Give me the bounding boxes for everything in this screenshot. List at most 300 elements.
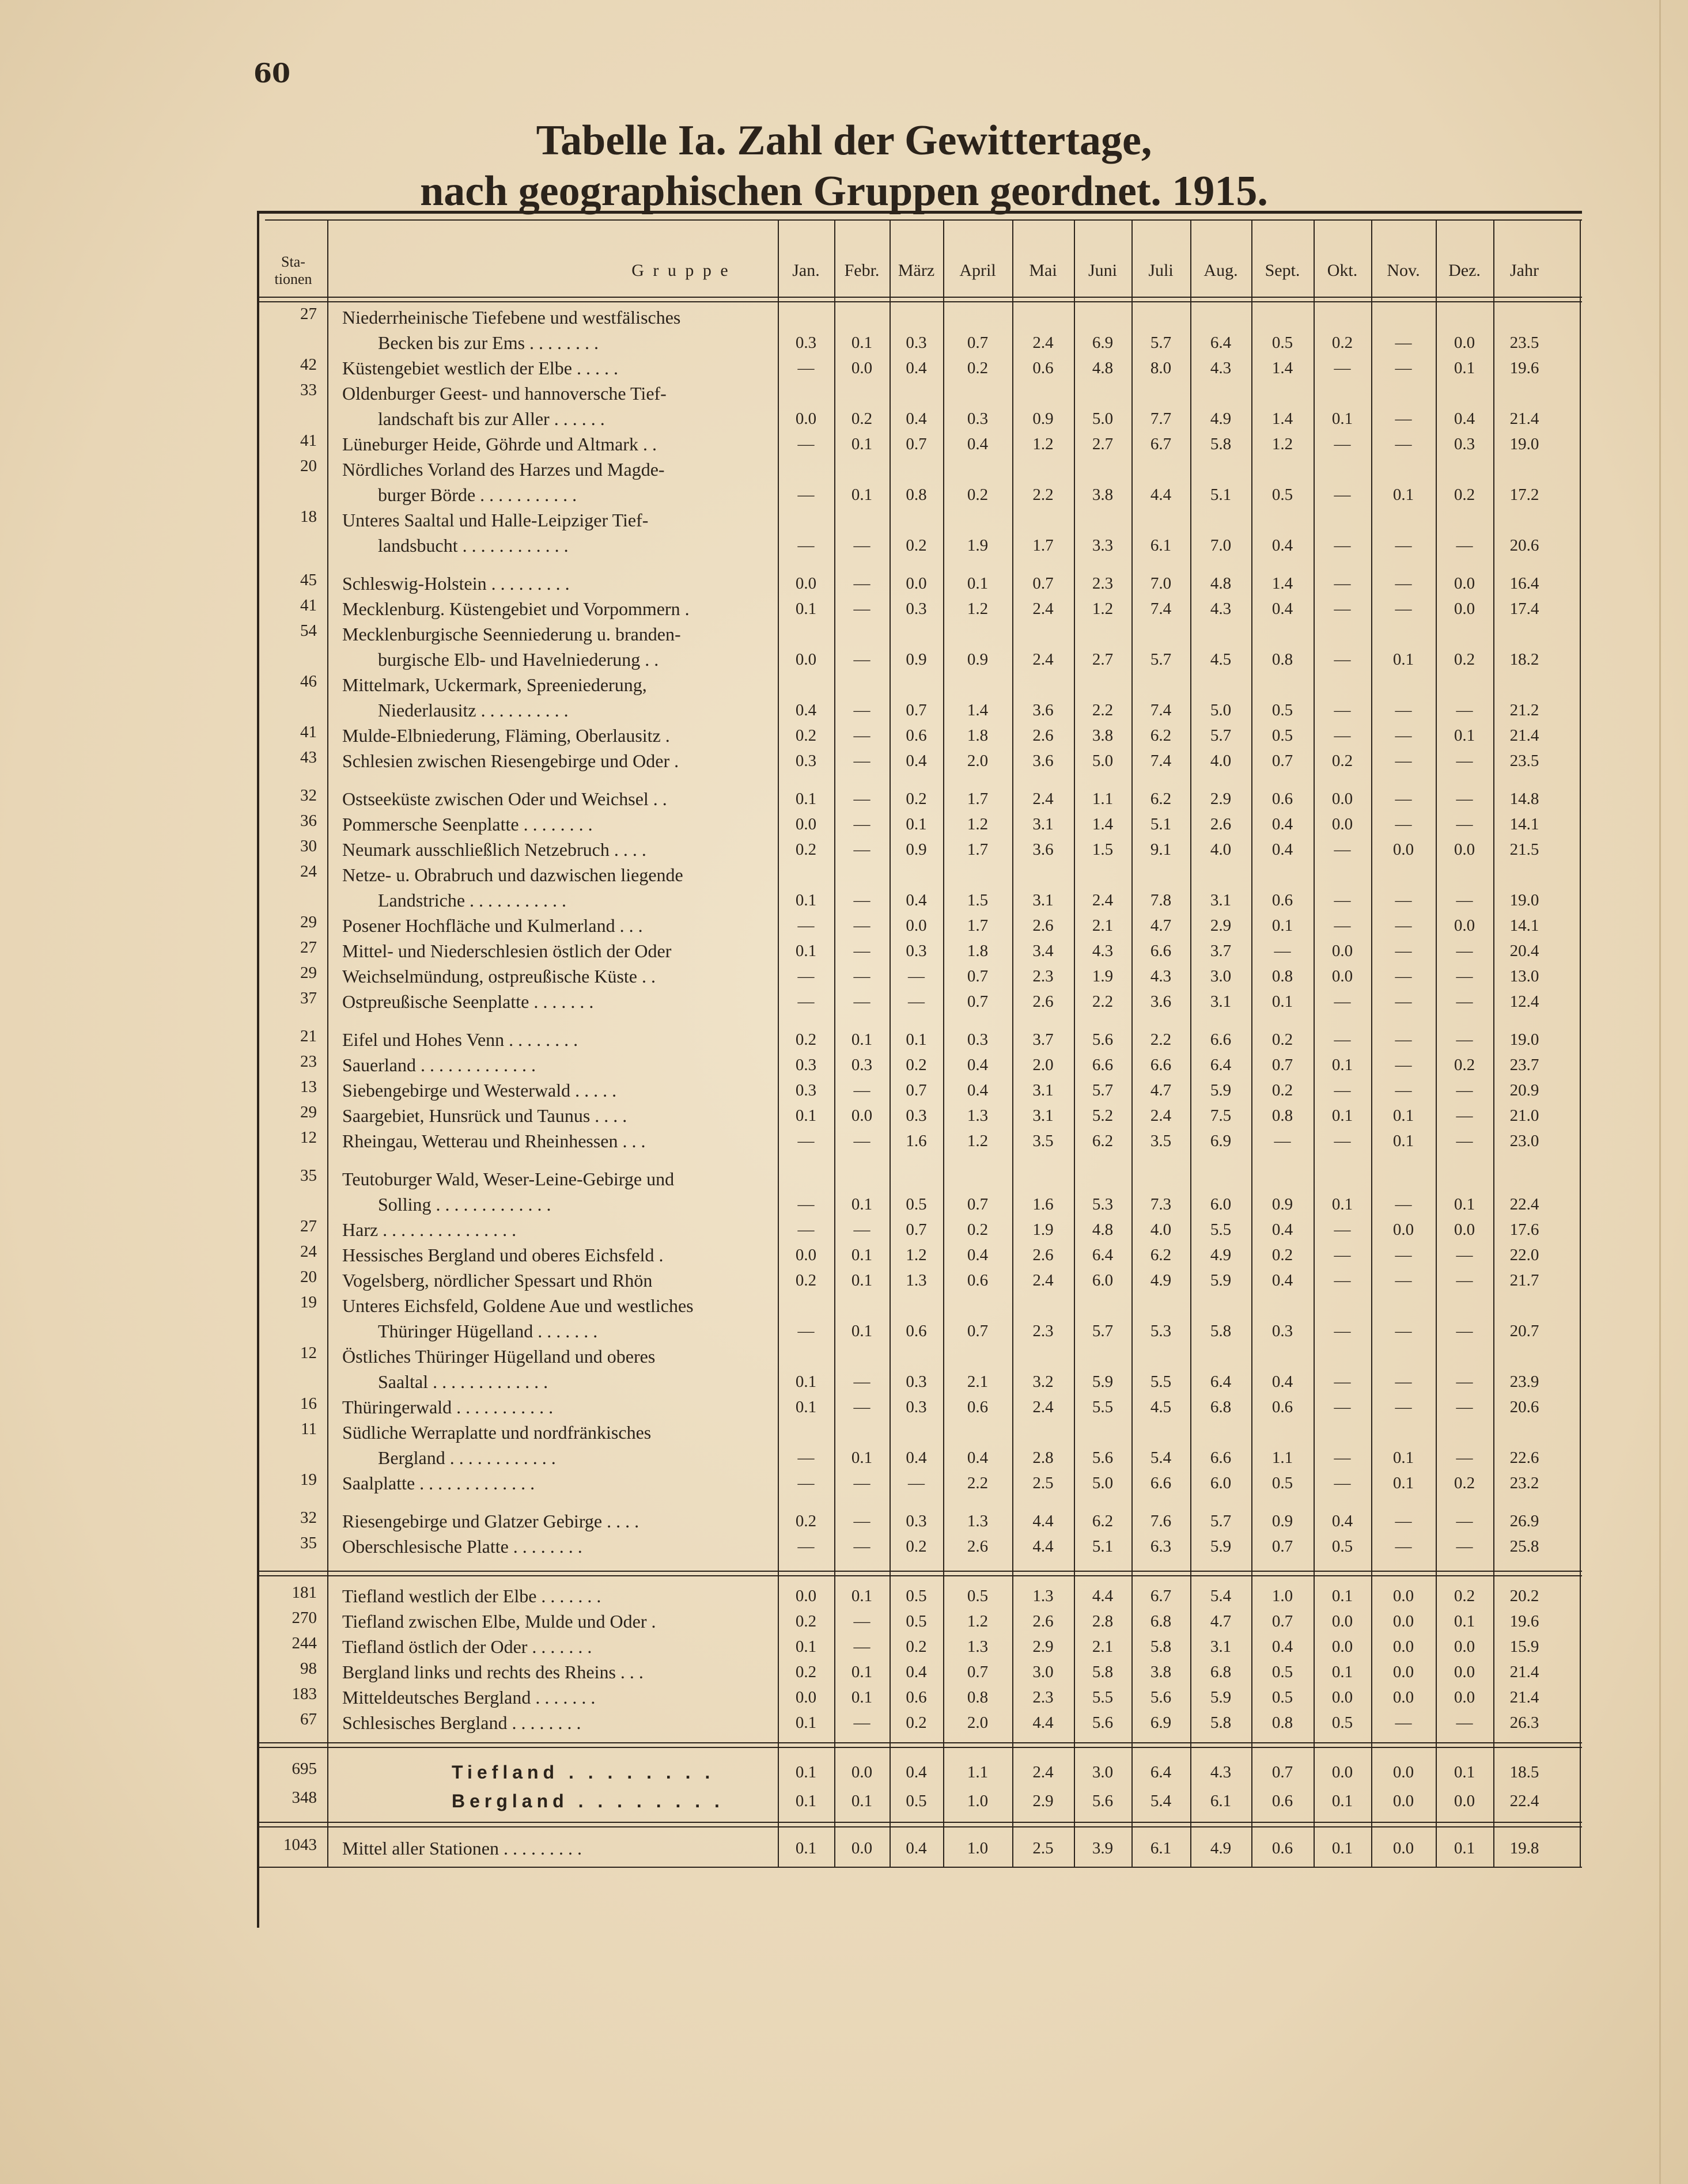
value-cell-12: 14.1	[1509, 916, 1539, 935]
value-cell-0: 0.1	[795, 1839, 817, 1857]
value-cell-0: 0.3	[795, 1081, 817, 1099]
value-cell-1: —	[853, 1220, 871, 1239]
value-cell-1: —	[853, 992, 871, 1011]
value-cell-2: 0.3	[906, 333, 927, 352]
header-month-11: Dez.	[1448, 261, 1481, 280]
value-cell-8: 1.0	[1271, 1587, 1293, 1605]
data-table	[257, 211, 1582, 1928]
group-name-line: Oldenburger Geest- und hannoversche Tief-	[342, 383, 667, 404]
value-cell-12: 23.5	[1509, 333, 1539, 352]
value-cell-12: 22.4	[1509, 1792, 1539, 1810]
value-cell-6: 5.7	[1150, 333, 1172, 352]
value-cell-9: —	[1334, 916, 1351, 935]
value-cell-7: 4.8	[1210, 574, 1232, 593]
header-month-7: Aug.	[1203, 261, 1238, 280]
value-cell-5: 3.9	[1092, 1839, 1114, 1857]
value-cell-7: 5.5	[1210, 1220, 1232, 1239]
value-cell-11: 0.1	[1454, 726, 1475, 745]
value-cell-5: 6.6	[1092, 1056, 1114, 1074]
value-cell-1: 0.1	[851, 1030, 873, 1049]
value-cell-2: 0.1	[906, 815, 927, 833]
value-cell-6: 4.0	[1150, 1220, 1172, 1239]
column-rule	[1074, 221, 1075, 1867]
value-cell-11: —	[1456, 1081, 1473, 1099]
value-cell-6: 7.7	[1150, 410, 1172, 428]
header-month-12: Jahr	[1510, 261, 1539, 280]
value-cell-2: 0.2	[906, 536, 927, 555]
value-cell-2: 0.5	[906, 1792, 927, 1810]
value-cell-3: 0.3	[967, 1030, 989, 1049]
value-cell-4: 3.2	[1032, 1372, 1054, 1391]
value-cell-4: 2.6	[1032, 726, 1054, 745]
header-stations: Sta- tionen	[274, 253, 312, 287]
value-cell-6: 6.6	[1150, 1056, 1172, 1074]
station-count: 45	[300, 571, 317, 589]
value-cell-11: —	[1456, 701, 1473, 719]
value-cell-10: 0.1	[1392, 486, 1414, 504]
value-cell-6: 7.4	[1150, 701, 1172, 719]
value-cell-9: 0.0	[1331, 1688, 1353, 1707]
value-cell-3: 1.9	[967, 536, 989, 555]
value-cell-5: 5.0	[1092, 752, 1114, 770]
value-cell-4: 3.6	[1032, 752, 1054, 770]
value-cell-11: 0.0	[1454, 916, 1475, 935]
value-cell-10: —	[1395, 891, 1412, 909]
value-cell-5: 1.2	[1092, 600, 1114, 618]
station-count: 24	[300, 1242, 317, 1261]
station-count: 21	[300, 1027, 317, 1045]
value-cell-7: 5.9	[1210, 1271, 1232, 1290]
value-cell-2: 0.2	[906, 1637, 927, 1656]
value-cell-7: 4.5	[1210, 650, 1232, 669]
station-count: 41	[300, 723, 317, 741]
value-cell-5: 2.7	[1092, 650, 1114, 669]
value-cell-11: —	[1456, 942, 1473, 960]
value-cell-12: 18.2	[1509, 650, 1539, 669]
station-count: 695	[292, 1760, 317, 1778]
group-name-line: Saalplatte . . . . . . . . . . . . .	[342, 1473, 535, 1493]
value-cell-3: 1.0	[967, 1792, 989, 1810]
value-cell-8: 0.5	[1271, 1474, 1293, 1492]
value-cell-11: 0.2	[1454, 486, 1475, 504]
header-month-4: Mai	[1029, 261, 1057, 280]
value-cell-7: 6.8	[1210, 1398, 1232, 1416]
value-cell-2: 0.7	[906, 1220, 927, 1239]
value-cell-6: 4.7	[1150, 916, 1172, 935]
value-cell-11: 0.1	[1454, 359, 1475, 377]
value-cell-10: —	[1395, 1056, 1412, 1074]
value-cell-4: 0.9	[1032, 410, 1054, 428]
value-cell-9: 0.5	[1331, 1713, 1353, 1732]
value-cell-10: —	[1395, 435, 1412, 453]
value-cell-1: 0.1	[851, 1587, 873, 1605]
value-cell-2: 1.6	[906, 1132, 927, 1150]
value-cell-12: 21.4	[1509, 1663, 1539, 1681]
value-cell-4: 2.4	[1032, 650, 1054, 669]
value-cell-6: 6.1	[1150, 1839, 1172, 1857]
value-cell-6: 6.2	[1150, 790, 1172, 808]
value-cell-8: 0.2	[1271, 1030, 1293, 1049]
station-count: 27	[300, 938, 317, 957]
value-cell-4: 1.3	[1032, 1587, 1054, 1605]
value-cell-2: 0.4	[906, 1663, 927, 1681]
value-cell-3: 0.4	[967, 435, 989, 453]
value-cell-1: 0.1	[851, 1688, 873, 1707]
station-count: 29	[300, 1103, 317, 1121]
value-cell-12: 26.9	[1509, 1512, 1539, 1530]
value-cell-11: —	[1456, 1246, 1473, 1264]
value-cell-9: —	[1334, 536, 1351, 555]
group-name-line: Östliches Thüringer Hügelland und oberes	[342, 1346, 656, 1367]
value-cell-12: 19.0	[1509, 1030, 1539, 1049]
value-cell-3: 0.4	[967, 1449, 989, 1467]
value-cell-8: 0.1	[1271, 916, 1293, 935]
value-cell-1: 0.1	[851, 333, 873, 352]
header-month-10: Nov.	[1387, 261, 1420, 280]
value-cell-4: 2.4	[1032, 790, 1054, 808]
value-cell-10: —	[1395, 1246, 1412, 1264]
value-cell-4: 3.5	[1032, 1132, 1054, 1150]
value-cell-1: 0.0	[851, 359, 873, 377]
station-count: 19	[300, 1470, 317, 1489]
value-cell-4: 2.5	[1032, 1839, 1054, 1857]
value-cell-3: 0.8	[967, 1688, 989, 1707]
value-cell-7: 5.8	[1210, 435, 1232, 453]
value-cell-12: 19.6	[1509, 1612, 1539, 1631]
row-rule	[259, 297, 1582, 302]
column-rule	[327, 221, 328, 1867]
value-cell-8: 1.2	[1271, 435, 1293, 453]
group-name-line: Südliche Werraplatte und nordfränkisches	[342, 1422, 652, 1443]
value-cell-5: 6.2	[1092, 1512, 1114, 1530]
value-cell-9: —	[1334, 1246, 1351, 1264]
value-cell-6: 6.2	[1150, 726, 1172, 745]
value-cell-12: 21.0	[1509, 1106, 1539, 1125]
value-cell-2: 0.1	[906, 1030, 927, 1049]
value-cell-0: 0.0	[795, 1246, 817, 1264]
value-cell-8: 0.6	[1271, 1839, 1293, 1857]
value-cell-9: 0.0	[1331, 1637, 1353, 1656]
value-cell-7: 4.0	[1210, 840, 1232, 859]
value-cell-10: —	[1395, 1398, 1412, 1416]
group-name-line: Küstengebiet westlich der Elbe . . . . .	[342, 358, 618, 378]
value-cell-3: 0.2	[967, 486, 989, 504]
value-cell-12: 21.4	[1509, 410, 1539, 428]
value-cell-1: —	[853, 1398, 871, 1416]
group-name-line: landschaft bis zur Aller . . . . . .	[378, 408, 605, 429]
group-name-line: burgische Elb- und Havelniederung . .	[378, 649, 659, 670]
value-cell-2: 0.3	[906, 1398, 927, 1416]
value-cell-7: 7.5	[1210, 1106, 1232, 1125]
value-cell-1: —	[853, 701, 871, 719]
value-cell-11: —	[1456, 1512, 1473, 1530]
value-cell-9: —	[1334, 1322, 1351, 1340]
header-month-8: Sept.	[1265, 261, 1300, 280]
value-cell-10: 0.0	[1392, 1612, 1414, 1631]
station-count: 183	[292, 1685, 317, 1703]
value-cell-1: —	[853, 650, 871, 669]
value-cell-7: 5.4	[1210, 1587, 1232, 1605]
value-cell-10: —	[1395, 726, 1412, 745]
value-cell-7: 3.7	[1210, 942, 1232, 960]
value-cell-12: 15.9	[1509, 1637, 1539, 1656]
value-cell-2: 0.3	[906, 942, 927, 960]
value-cell-4: 2.2	[1032, 486, 1054, 504]
value-cell-11: 0.0	[1454, 1663, 1475, 1681]
value-cell-1: —	[853, 916, 871, 935]
header-month-5: Juni	[1088, 261, 1117, 280]
value-cell-11: 0.0	[1454, 1688, 1475, 1707]
value-cell-3: 0.6	[967, 1398, 989, 1416]
table-title	[0, 115, 1688, 217]
station-count: 18	[300, 507, 317, 526]
value-cell-6: 5.8	[1150, 1637, 1172, 1656]
value-cell-4: 2.6	[1032, 992, 1054, 1011]
value-cell-5: 6.9	[1092, 333, 1114, 352]
value-cell-8: 0.5	[1271, 1663, 1293, 1681]
value-cell-5: 5.7	[1092, 1081, 1114, 1099]
value-cell-7: 5.8	[1210, 1322, 1232, 1340]
value-cell-6: 6.4	[1150, 1763, 1172, 1781]
value-cell-0: —	[797, 1537, 815, 1556]
value-cell-10: —	[1395, 1030, 1412, 1049]
value-cell-5: 2.1	[1092, 1637, 1114, 1656]
value-cell-12: 23.7	[1509, 1056, 1539, 1074]
station-count: 98	[300, 1659, 317, 1678]
table-title-line-1: Tabelle Ia. Zahl der Gewittertage,	[536, 117, 1152, 164]
station-count: 23	[300, 1052, 317, 1071]
value-cell-3: 0.5	[967, 1587, 989, 1605]
value-cell-12: 22.0	[1509, 1246, 1539, 1264]
value-cell-8: 0.3	[1271, 1322, 1293, 1340]
value-cell-4: 3.1	[1032, 815, 1054, 833]
value-cell-10: —	[1395, 1271, 1412, 1290]
value-cell-6: 7.4	[1150, 752, 1172, 770]
value-cell-4: 3.6	[1032, 840, 1054, 859]
station-count: 54	[300, 621, 317, 640]
group-name-line: Lüneburger Heide, Göhrde und Altmark . .	[342, 434, 657, 454]
value-cell-5: 5.6	[1092, 1713, 1114, 1732]
value-cell-2: 0.4	[906, 359, 927, 377]
value-cell-5: 1.1	[1092, 790, 1114, 808]
value-cell-11: 0.3	[1454, 435, 1475, 453]
value-cell-6: 5.4	[1150, 1792, 1172, 1810]
value-cell-8: 0.1	[1271, 992, 1293, 1011]
station-count: 29	[300, 913, 317, 931]
value-cell-0: 0.2	[795, 1663, 817, 1681]
value-cell-4: 0.7	[1032, 574, 1054, 593]
value-cell-11: —	[1456, 815, 1473, 833]
value-cell-4: 3.1	[1032, 891, 1054, 909]
value-cell-11: 0.2	[1454, 1474, 1475, 1492]
value-cell-10: 0.0	[1392, 840, 1414, 859]
value-cell-4: 2.4	[1032, 1763, 1054, 1781]
value-cell-0: 0.0	[795, 650, 817, 669]
value-cell-0: 0.0	[795, 410, 817, 428]
value-cell-1: 0.0	[851, 1763, 873, 1781]
value-cell-2: 1.2	[906, 1246, 927, 1264]
value-cell-10: —	[1395, 1081, 1412, 1099]
value-cell-3: 0.6	[967, 1271, 989, 1290]
value-cell-12: 17.4	[1509, 600, 1539, 618]
value-cell-0: 0.2	[795, 1612, 817, 1631]
value-cell-6: 2.2	[1150, 1030, 1172, 1049]
group-name-line: Siebengebirge und Westerwald . . . . .	[342, 1080, 617, 1101]
group-name-line: Mittelmark, Uckermark, Spreeniederung,	[342, 674, 647, 695]
column-rule	[1436, 221, 1437, 1867]
column-rule	[834, 221, 835, 1867]
value-cell-2: 0.4	[906, 1449, 927, 1467]
value-cell-1: —	[853, 790, 871, 808]
value-cell-5: 6.2	[1092, 1132, 1114, 1150]
value-cell-8: 0.4	[1271, 815, 1293, 833]
value-cell-9: —	[1334, 486, 1351, 504]
group-name-line: Becken bis zur Ems . . . . . . . .	[378, 332, 599, 353]
value-cell-5: 3.0	[1092, 1763, 1114, 1781]
station-count: 41	[300, 431, 317, 450]
value-cell-10: 0.0	[1392, 1220, 1414, 1239]
group-name-line: Nördliches Vorland des Harzes und Magde-	[342, 459, 665, 480]
value-cell-9: —	[1334, 726, 1351, 745]
value-cell-5: 5.5	[1092, 1688, 1114, 1707]
value-cell-4: 2.6	[1032, 916, 1054, 935]
value-cell-4: 2.5	[1032, 1474, 1054, 1492]
column-rule	[778, 221, 779, 1867]
value-cell-6: 5.1	[1150, 815, 1172, 833]
value-cell-12: 20.9	[1509, 1081, 1539, 1099]
group-name-line: Mecklenburgische Seenniederung u. branden-	[342, 624, 681, 644]
value-cell-1: —	[853, 891, 871, 909]
value-cell-5: 4.8	[1092, 1220, 1114, 1239]
value-cell-6: 3.5	[1150, 1132, 1172, 1150]
column-rule	[1493, 221, 1494, 1867]
value-cell-4: 1.7	[1032, 536, 1054, 555]
value-cell-1: —	[853, 1713, 871, 1732]
value-cell-6: 2.4	[1150, 1106, 1172, 1125]
value-cell-4: 3.4	[1032, 942, 1054, 960]
value-cell-9: 0.1	[1331, 1106, 1353, 1125]
value-cell-0: 0.1	[795, 1398, 817, 1416]
value-cell-4: 2.4	[1032, 333, 1054, 352]
value-cell-11: —	[1456, 790, 1473, 808]
value-cell-1: 0.3	[851, 1056, 873, 1074]
value-cell-7: 6.4	[1210, 333, 1232, 352]
value-cell-5: 5.2	[1092, 1106, 1114, 1125]
value-cell-1: —	[853, 1637, 871, 1656]
value-cell-4: 3.6	[1032, 701, 1054, 719]
value-cell-8: 0.4	[1271, 1220, 1293, 1239]
value-cell-10: —	[1395, 1713, 1412, 1732]
value-cell-7: 6.8	[1210, 1663, 1232, 1681]
group-name-line: Eifel und Hohes Venn . . . . . . . .	[342, 1029, 578, 1050]
value-cell-2: 0.6	[906, 1688, 927, 1707]
value-cell-11: —	[1456, 1713, 1473, 1732]
station-count: 36	[300, 812, 317, 830]
group-name-line: Ostseeküste zwischen Oder und Weichsel . .	[342, 788, 667, 809]
value-cell-5: 3.8	[1092, 486, 1114, 504]
value-cell-5: 2.2	[1092, 701, 1114, 719]
group-name-line: Sauerland . . . . . . . . . . . . .	[342, 1055, 536, 1075]
value-cell-1: —	[853, 752, 871, 770]
value-cell-0: —	[797, 967, 815, 985]
station-count: 43	[300, 748, 317, 767]
value-cell-10: 0.1	[1392, 1132, 1414, 1150]
value-cell-6: 5.7	[1150, 650, 1172, 669]
value-cell-3: 1.7	[967, 916, 989, 935]
value-cell-1: 0.1	[851, 1663, 873, 1681]
page-number: 60	[253, 58, 291, 89]
value-cell-0: —	[797, 536, 815, 555]
value-cell-9: —	[1334, 650, 1351, 669]
value-cell-3: 0.4	[967, 1246, 989, 1264]
value-cell-10: —	[1395, 790, 1412, 808]
value-cell-8: 1.4	[1271, 359, 1293, 377]
group-name-line: Weichselmündung, ostpreußische Küste . .	[342, 966, 656, 987]
station-count: 19	[300, 1293, 317, 1311]
value-cell-10: —	[1395, 752, 1412, 770]
value-cell-7: 6.9	[1210, 1132, 1232, 1150]
station-count: 33	[300, 381, 317, 399]
value-cell-5: 1.9	[1092, 967, 1114, 985]
value-cell-9: —	[1334, 891, 1351, 909]
value-cell-8: 0.2	[1271, 1246, 1293, 1264]
value-cell-7: 5.8	[1210, 1713, 1232, 1732]
value-cell-11: 0.0	[1454, 333, 1475, 352]
station-count: 27	[300, 305, 317, 323]
value-cell-8: 0.7	[1271, 1537, 1293, 1556]
value-cell-4: 4.4	[1032, 1713, 1054, 1732]
value-cell-9: 0.1	[1331, 1195, 1353, 1214]
group-name-line: Thüringerwald . . . . . . . . . . .	[342, 1397, 554, 1417]
value-cell-0: 0.1	[795, 1106, 817, 1125]
value-cell-0: 0.1	[795, 1713, 817, 1732]
value-cell-9: 0.1	[1331, 1839, 1353, 1857]
value-cell-8: 0.8	[1271, 1713, 1293, 1732]
group-name-line: Hessisches Bergland und oberes Eichsfeld .	[342, 1245, 664, 1265]
value-cell-8: 1.1	[1271, 1449, 1293, 1467]
value-cell-0: 0.2	[795, 726, 817, 745]
value-cell-0: 0.1	[795, 1792, 817, 1810]
value-cell-2: 0.2	[906, 1056, 927, 1074]
value-cell-3: 1.2	[967, 1612, 989, 1631]
value-cell-2: 0.6	[906, 726, 927, 745]
value-cell-3: 0.9	[967, 650, 989, 669]
value-cell-0: 0.0	[795, 574, 817, 593]
group-name-line: Unteres Saaltal und Halle-Leipziger Tief-	[342, 510, 649, 530]
value-cell-1: 0.1	[851, 1322, 873, 1340]
value-cell-10: —	[1395, 574, 1412, 593]
value-cell-2: 0.2	[906, 1537, 927, 1556]
value-cell-11: 0.0	[1454, 1792, 1475, 1810]
value-cell-3: 1.3	[967, 1637, 989, 1656]
value-cell-12: 20.7	[1509, 1322, 1539, 1340]
row-rule	[259, 1742, 1582, 1748]
header-group: G r u p p e	[631, 261, 731, 280]
value-cell-1: 0.0	[851, 1106, 873, 1125]
value-cell-5: 2.1	[1092, 916, 1114, 935]
value-cell-11: —	[1456, 1322, 1473, 1340]
group-name-line: Netze- u. Obrabruch und dazwischen liegende	[342, 864, 683, 885]
value-cell-3: 0.4	[967, 1056, 989, 1074]
value-cell-7: 3.0	[1210, 967, 1232, 985]
value-cell-10: 0.1	[1392, 650, 1414, 669]
value-cell-6: 6.9	[1150, 1713, 1172, 1732]
header-month-9: Okt.	[1327, 261, 1358, 280]
value-cell-2: 0.5	[906, 1612, 927, 1631]
value-cell-9: —	[1334, 1372, 1351, 1391]
value-cell-1: 0.1	[851, 435, 873, 453]
value-cell-6: 3.8	[1150, 1663, 1172, 1681]
